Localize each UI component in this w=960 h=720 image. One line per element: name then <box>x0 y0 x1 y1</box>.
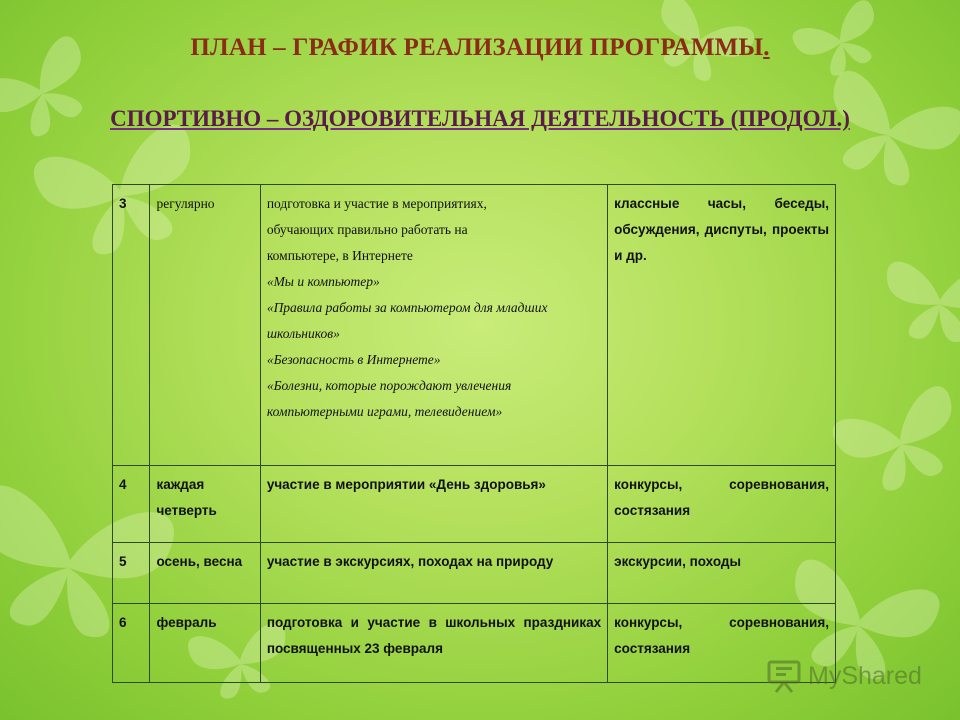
event-title: «Безопасность в Интернете» <box>266 352 441 367</box>
table-row <box>113 543 836 604</box>
presentation-board-icon <box>766 659 802 693</box>
section-subtitle <box>0 106 960 132</box>
row-period: регулярно <box>150 185 260 466</box>
event-title: «Правила работы за компьютером для младших школьников» <box>266 300 548 341</box>
table-row <box>113 466 836 543</box>
row-period: февраль <box>150 604 260 683</box>
watermark-logo <box>766 656 936 696</box>
row-period: осень, весна <box>150 543 260 604</box>
row-activity: участие в экскурсиях, походах на природу <box>260 543 607 604</box>
row-number: 5 <box>113 543 150 604</box>
row-activity: участие в мероприятии «День здоровья» <box>260 466 607 543</box>
row-period: каждая четверть <box>150 466 260 543</box>
row-number: 3 <box>113 185 150 466</box>
plan-table <box>112 184 836 683</box>
row-form: классные часы, беседы, обсуждения, диспуты, проекты и др. <box>608 185 836 466</box>
page-title-text: ПЛАН – ГРАФИК РЕАЛИЗАЦИИ ПРОГРАММЫ <box>190 34 764 61</box>
row-form: конкурсы, соревнования, состязания <box>608 466 836 543</box>
activity-line: компьютере, в Интернете <box>266 248 413 263</box>
activity-line: обучающих правильно работать на <box>266 222 468 237</box>
row-activity <box>260 185 607 466</box>
page-title <box>0 34 960 62</box>
row-activity: подготовка и участие в школьных праздниках посвященных 23 февраля <box>260 604 607 683</box>
row-number: 4 <box>113 466 150 543</box>
row-number: 6 <box>113 604 150 683</box>
row-form: конкурсы, соревнования, состязания <box>608 604 836 683</box>
event-title: «Мы и компьютер» <box>266 274 380 289</box>
subtitle-text: СПОРТИВНО – ОЗДОРОВИТЕЛЬНАЯ ДЕЯТЕЛЬНОСТЬ (ПРОДОЛ.) <box>110 106 850 131</box>
table-row <box>113 185 836 466</box>
watermark-text: MyShared <box>808 661 922 690</box>
page-title-trail: . <box>763 34 770 61</box>
row-form: экскурсии, походы <box>608 543 836 604</box>
event-title: «Болезни, которые порождают увлечения компьютерными играми, телевидением» <box>266 378 512 419</box>
table-row <box>113 604 836 683</box>
activity-line: подготовка и участие в мероприятиях, <box>266 196 487 211</box>
